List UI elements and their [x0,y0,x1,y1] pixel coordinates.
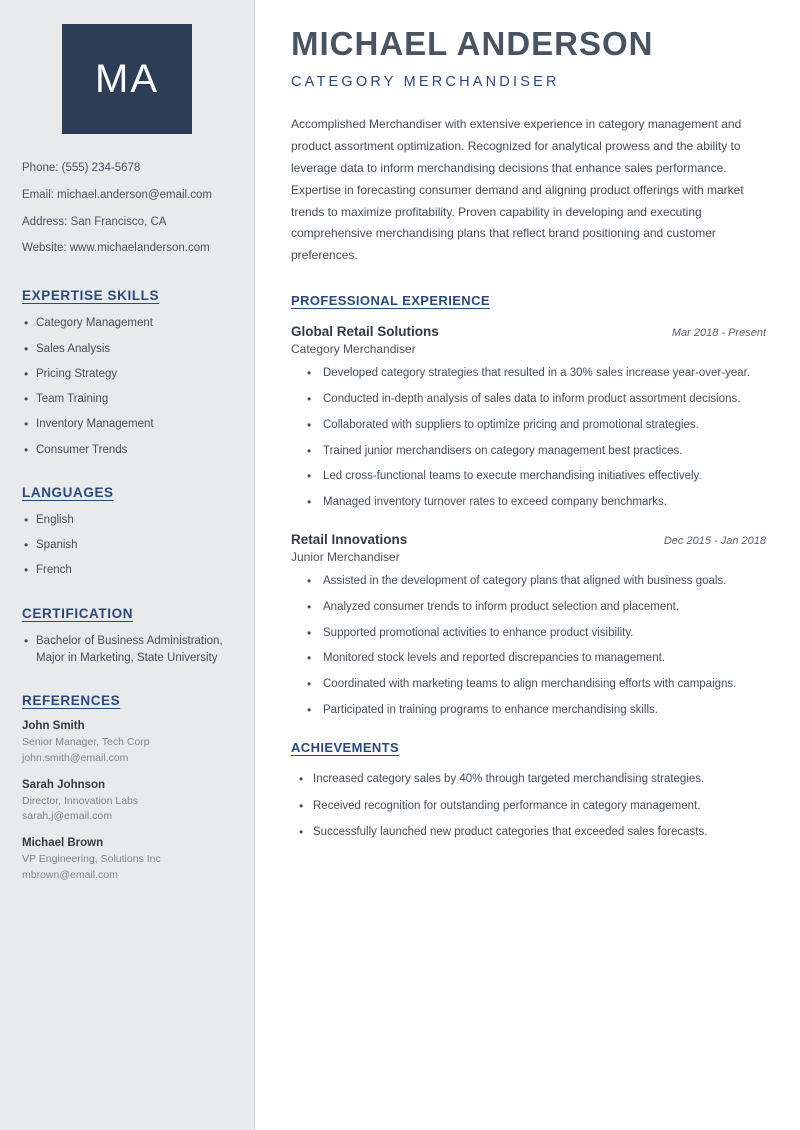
experience-item [291,324,766,512]
list-item: • Monitored stock levels and reported discrepancies to management. [307,650,766,668]
references-heading: REFERENCES [22,693,121,708]
experience-role: Category Merchandiser [291,342,416,357]
experience-header [291,532,766,547]
experience-dates: Mar 2018 - Present [671,327,766,340]
list-item: • Sales Analysis [22,341,232,358]
list-item: • Increased category sales by 40% through targeted merchandising strategies. [297,771,766,789]
list-item: • Developed category strategies that resulted in a 30% sales increase year-over-year. [307,365,766,383]
reference-item [22,779,232,826]
experience-item [291,532,766,720]
list-item: • Team Training [22,391,232,408]
list-item: • Consumer Trends [22,442,232,459]
list-item: • Category Management [22,315,232,332]
list-item: • Participated in training programs to enhance merchandising skills. [307,702,766,720]
experience-dates: Dec 2015 - Jan 2018 [663,534,766,547]
contact-list [22,160,232,258]
contact-email: Email: michael.anderson@email.com [22,188,212,201]
list-item: • Assisted in the development of category plans that aligned with business goals. [307,573,766,591]
reference-item [22,720,232,767]
contact-address: Address: San Francisco, CA [22,215,167,228]
list-item: • Spanish [22,537,232,554]
list-item: • Inventory Management [22,416,232,433]
reference-name: Michael Brown [22,837,104,849]
achievements-list [291,771,766,842]
avatar-monogram [62,24,192,134]
list-item: • Successfully launched new product categories that exceeded sales forecasts. [297,824,766,842]
list-item: • Bachelor of Business Administration, Major in Marketing, State University [22,633,232,668]
experience-header [291,324,766,339]
list-item: • Conducted in-depth analysis of sales data to inform product assortment decisions. [307,391,766,409]
monogram-initials: MA [95,56,159,101]
reference-role: Senior Manager, Tech Corp [22,736,150,748]
page-title: MICHAEL ANDERSON [291,25,654,62]
reference-item [22,837,232,884]
expertise-skills-list [22,315,232,459]
achievements-heading: ACHIEVEMENTS [291,739,400,755]
list-item: • Trained junior merchandisers on category management best practices. [307,443,766,461]
list-item: • Supported promotional activities to enhance product visibility. [307,625,766,643]
reference-email: sarah.j@email.com [22,810,113,823]
languages-list [22,512,232,580]
list-item: • Led cross-functional teams to execute merchandising initiatives effectively. [307,468,766,486]
certification-heading: CERTIFICATION [22,605,134,621]
reference-email: john.smith@email.com [22,751,129,764]
list-item: • English [22,512,232,529]
languages-heading: LANGUAGES [22,484,114,500]
list-item: • Pricing Strategy [22,366,232,383]
certification-list [22,633,232,668]
profile-summary: Accomplished Merchandiser with extensive experience in category management and product assortment optimization. Recognized for analytical prowess and the ability to leverage data to inform merchandising decisions that enhance sales performance. Expertise in forecasting consumer demand and aligning product offerings with market trends to maximize profitability. Proven capability in developing and executing comprehensive merchandising plans that reflect brand positioning and customer preferences. [291,117,744,263]
main-content [255,0,800,1130]
list-item: • Coordinated with marketing teams to align merchandising efforts with campaigns. [307,676,766,694]
list-item: • Managed inventory turnover rates to exceed company benchmarks. [307,494,766,512]
experience-duties [291,365,766,512]
experience-company: Global Retail Solutions [291,324,439,340]
reference-name: John Smith [22,720,85,732]
experience-role: Junior Merchandiser [291,549,400,564]
experience-company: Retail Innovations [291,531,408,547]
reference-role: VP Engineering, Solutions Inc [22,853,161,865]
experience-duties [291,573,766,720]
reference-role: Director, Innovation Labs [22,794,139,807]
reference-name: Sarah Johnson [22,778,106,791]
reference-email: mbrown@email.com [22,868,118,881]
sidebar [0,0,255,1130]
experience-heading: PROFESSIONAL EXPERIENCE [291,293,490,309]
list-item: • Received recognition for outstanding performance in category management. [297,798,766,816]
contact-website: Website: www.michaelanderson.com [22,242,210,255]
expertise-skills-heading: EXPERTISE SKILLS [22,288,160,304]
list-item: • Collaborated with suppliers to optimize pricing and promotional strategies. [307,417,766,435]
contact-phone: Phone: (555) 234-5678 [22,162,141,174]
professional-title: CATEGORY MERCHANDISER [291,74,560,91]
list-item: • Analyzed consumer trends to inform product selection and placement. [307,599,766,617]
list-item: • French [22,562,232,579]
